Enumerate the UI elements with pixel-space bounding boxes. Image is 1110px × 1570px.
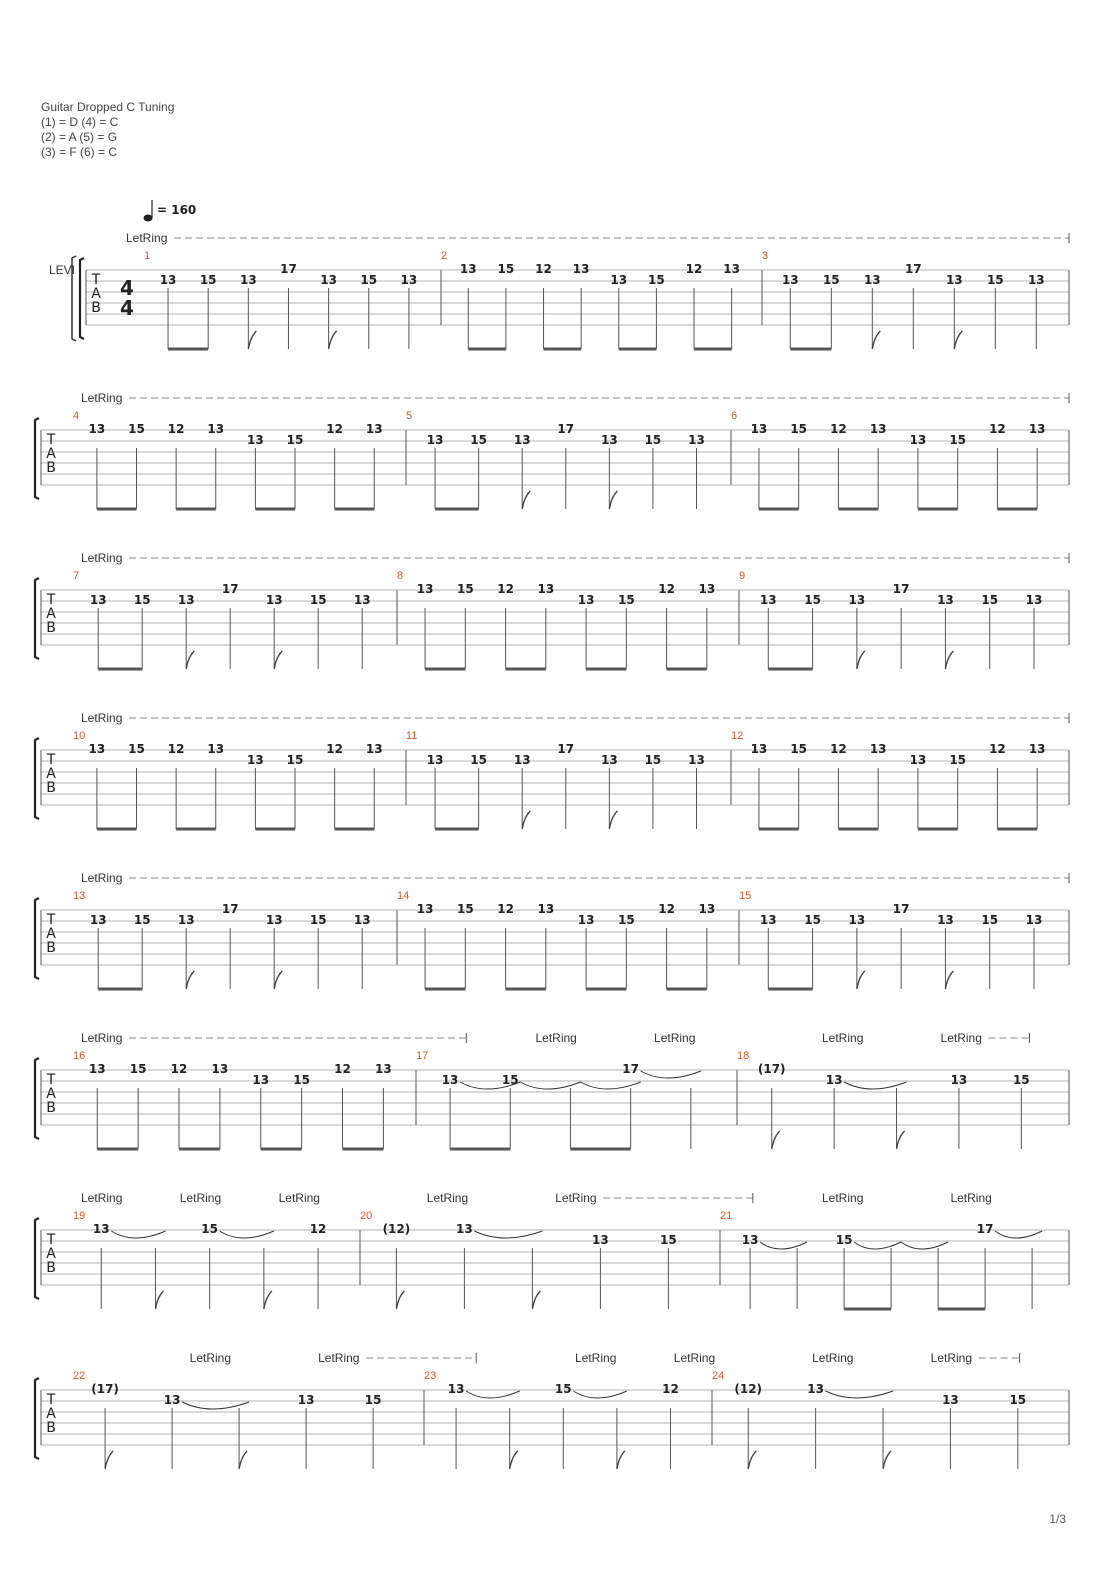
fret-number: 13 <box>297 1393 315 1407</box>
fret-number: 15 <box>470 433 487 447</box>
tie-arc <box>474 1231 542 1238</box>
measure-number: 5 <box>406 410 413 422</box>
fret-number: 15 <box>835 1233 853 1247</box>
fret-number: 17 <box>557 742 575 756</box>
fret-number: 15 <box>644 433 662 447</box>
tuning-line: (2) = A (5) = G <box>41 130 118 144</box>
fret-number: 12 <box>830 422 847 436</box>
fret-number: 15 <box>981 593 999 607</box>
fret-number: 15 <box>201 1222 219 1236</box>
fret-number: 13 <box>723 262 741 276</box>
measure-number: 15 <box>739 890 752 902</box>
measure-number: 18 <box>737 1050 750 1062</box>
fret-number: 15 <box>133 593 151 607</box>
fret-number: 15 <box>790 742 808 756</box>
system <box>35 1031 1069 1149</box>
fret-number: (17) <box>757 1062 786 1076</box>
tab-clef-letter: B <box>46 1260 56 1276</box>
tuning-title: Guitar Dropped C Tuning <box>41 100 175 114</box>
fret-number: 15 <box>1012 1073 1030 1087</box>
fret-number: 15 <box>497 262 515 276</box>
fret-number: 13 <box>937 913 954 927</box>
measure-number: 1 <box>144 250 151 262</box>
measure-number: 9 <box>739 570 746 582</box>
fret-number: 15 <box>949 753 967 767</box>
measure-number: 10 <box>73 730 86 742</box>
measure-number: 20 <box>360 1210 373 1222</box>
tab-clef-letter: T <box>46 912 56 928</box>
fret-number: 17 <box>904 262 922 276</box>
fret-number: 15 <box>648 273 665 287</box>
system <box>35 551 1069 669</box>
fret-number: 12 <box>989 742 1006 756</box>
fret-number: 15 <box>554 1382 572 1396</box>
tab-clef-letter: A <box>46 926 56 942</box>
system <box>35 1191 1069 1309</box>
fret-number: 15 <box>293 1073 310 1087</box>
fret-number: 13 <box>601 433 618 447</box>
measure-number: 8 <box>397 570 404 582</box>
fret-number: 15 <box>949 433 967 447</box>
system-bracket <box>35 1378 39 1459</box>
fret-number: 15 <box>129 1062 147 1076</box>
fret-number: 12 <box>167 742 185 756</box>
fret-number: 13 <box>781 273 799 287</box>
fret-number: 15 <box>644 753 662 767</box>
tie-arc <box>111 1231 165 1238</box>
tab-clef-letter: B <box>91 300 101 316</box>
let-ring-label: LetRing <box>179 1191 222 1205</box>
let-ring-label: LetRing <box>126 231 168 245</box>
fret-number: 15 <box>790 422 808 436</box>
fret-number: 13 <box>537 902 555 916</box>
let-ring-label: LetRing <box>81 391 123 405</box>
fret-number: 13 <box>88 1062 106 1076</box>
fret-number: 12 <box>497 902 514 916</box>
fret-number: 17 <box>221 902 239 916</box>
fret-number: 15 <box>364 1393 382 1407</box>
measure-number: 12 <box>731 730 744 742</box>
fret-number: 13 <box>252 1073 270 1087</box>
fret-number: 12 <box>989 422 1006 436</box>
fret-number: 13 <box>698 582 716 596</box>
eighth-flag <box>772 1131 780 1149</box>
eighth-flag <box>522 491 530 509</box>
fret-number: 12 <box>685 262 703 276</box>
fret-number: 17 <box>622 1062 640 1076</box>
fret-number: 15 <box>1009 1393 1027 1407</box>
fret-number: 13 <box>909 753 927 767</box>
tab-clef-letter: A <box>46 766 56 782</box>
eighth-flag <box>239 1451 247 1469</box>
fret-number: 17 <box>892 902 910 916</box>
fret-number: 13 <box>239 273 257 287</box>
tie-arc <box>573 1391 627 1398</box>
fret-number: 15 <box>199 273 217 287</box>
fret-number: 12 <box>830 742 847 756</box>
fret-number: 13 <box>89 593 107 607</box>
system <box>72 231 1069 349</box>
tie-arc <box>182 1402 249 1409</box>
fret-number: 13 <box>375 1062 392 1076</box>
let-ring-label: LetRing <box>822 1191 864 1205</box>
fret-number: 13 <box>459 262 477 276</box>
tab-clef-letter: T <box>46 1232 56 1248</box>
let-ring-label: LetRing <box>535 1031 577 1045</box>
let-ring-label: LetRing <box>555 1191 597 1205</box>
measure-number: 13 <box>73 890 86 902</box>
fret-number: 15 <box>501 1073 519 1087</box>
fret-number: 13 <box>207 422 225 436</box>
tie-arc <box>995 1231 1042 1238</box>
fret-number: 15 <box>286 753 304 767</box>
eighth-flag <box>274 651 282 669</box>
tie-arc <box>520 1082 580 1089</box>
system-bracket <box>80 258 84 339</box>
measure-number: 21 <box>720 1210 733 1222</box>
fret-number: 13 <box>211 1062 229 1076</box>
fret-number: 13 <box>698 902 716 916</box>
fret-number: 13 <box>688 753 705 767</box>
tie-arc <box>641 1071 701 1078</box>
tab-clef-letter: T <box>46 432 56 448</box>
eighth-flag <box>609 491 617 509</box>
let-ring-label: LetRing <box>81 1031 123 1045</box>
eighth-flag <box>945 651 953 669</box>
fret-number: 13 <box>207 742 225 756</box>
tie-arc <box>844 1082 906 1089</box>
fret-number: 13 <box>416 902 434 916</box>
fret-number: 13 <box>945 273 963 287</box>
measure-number: 6 <box>731 410 738 422</box>
fret-number: 17 <box>892 582 910 596</box>
fret-number: 17 <box>221 582 239 596</box>
fret-number: 13 <box>1028 422 1046 436</box>
fret-number: 13 <box>1027 273 1045 287</box>
let-ring-label: LetRing <box>81 551 123 565</box>
fret-number: 13 <box>426 753 444 767</box>
fret-number: 13 <box>177 593 195 607</box>
system <box>35 711 1069 829</box>
tab-clef-letter: T <box>46 752 56 768</box>
fret-number: 13 <box>807 1382 824 1396</box>
tie-arc <box>220 1231 274 1238</box>
fret-number: 13 <box>265 913 283 927</box>
fret-number: (12) <box>382 1222 411 1236</box>
eighth-flag <box>532 1291 540 1309</box>
fret-number: 13 <box>365 742 383 756</box>
fret-number: 15 <box>822 273 840 287</box>
fret-number: 13 <box>537 582 555 596</box>
eighth-flag <box>522 811 530 829</box>
fret-number: 12 <box>658 582 675 596</box>
eighth-flag <box>857 971 865 989</box>
fret-number: 13 <box>688 433 705 447</box>
fret-number: (17) <box>91 1382 119 1396</box>
let-ring-label: LetRing <box>812 1351 854 1365</box>
fret-number: 13 <box>456 1222 473 1236</box>
eighth-flag <box>329 331 337 349</box>
fret-number: 13 <box>750 422 768 436</box>
let-ring-label: LetRing <box>575 1351 617 1365</box>
system-bracket <box>35 738 39 819</box>
measure-number: 16 <box>73 1050 86 1062</box>
fret-number: 15 <box>660 1233 677 1247</box>
page-number: 1/3 <box>1049 1512 1066 1526</box>
fret-number: 13 <box>265 593 283 607</box>
fret-number: 13 <box>750 742 768 756</box>
let-ring-label: LetRing <box>189 1351 232 1365</box>
eighth-flag <box>396 1291 404 1309</box>
fret-number: 13 <box>88 422 106 436</box>
fret-number: 13 <box>247 753 264 767</box>
tempo-marking <box>144 200 197 222</box>
fret-number: 13 <box>909 433 927 447</box>
fret-number: 15 <box>617 913 635 927</box>
fret-number: 13 <box>92 1222 110 1236</box>
fret-number: 15 <box>309 593 327 607</box>
fret-number: 17 <box>976 1222 994 1236</box>
fret-number: 17 <box>280 262 297 276</box>
let-ring-label: LetRing <box>930 1351 973 1365</box>
let-ring-label: LetRing <box>940 1031 982 1045</box>
fret-number: 12 <box>497 582 514 596</box>
eighth-flag <box>248 331 256 349</box>
fret-number: 15 <box>456 582 474 596</box>
tab-clef-letter: T <box>46 592 56 608</box>
eighth-flag <box>274 971 282 989</box>
tie-arc <box>466 1391 520 1398</box>
fret-number: 13 <box>937 593 954 607</box>
tab-clef-letter: A <box>46 1406 56 1422</box>
tab-clef-letter: A <box>46 606 56 622</box>
quarter-note-icon <box>144 215 153 222</box>
eighth-flag <box>954 331 962 349</box>
fret-number: 15 <box>617 593 635 607</box>
eighth-flag <box>883 1451 891 1469</box>
fret-number: 13 <box>1025 913 1043 927</box>
eighth-flag <box>609 811 617 829</box>
fret-number: 13 <box>1028 742 1046 756</box>
fret-number: 13 <box>177 913 195 927</box>
let-ring-label: LetRing <box>950 1191 992 1205</box>
eighth-flag <box>748 1451 756 1469</box>
fret-number: 13 <box>741 1233 759 1247</box>
fret-number: 15 <box>128 422 145 436</box>
fret-number: 13 <box>863 273 881 287</box>
measure-number: 17 <box>416 1050 429 1062</box>
fret-number: 15 <box>360 273 378 287</box>
fret-number: 13 <box>447 1382 465 1396</box>
let-ring-label: LetRing <box>81 711 123 725</box>
measure-number: 23 <box>424 1370 437 1382</box>
system-bracket <box>35 1218 39 1299</box>
system <box>35 871 1069 989</box>
let-ring-label: LetRing <box>81 871 123 885</box>
fret-number: 13 <box>400 273 418 287</box>
fret-number: 13 <box>365 422 383 436</box>
fret-number: 13 <box>88 742 106 756</box>
fret-number: 12 <box>167 422 185 436</box>
fret-number: 13 <box>869 422 887 436</box>
let-ring-label: LetRing <box>822 1031 864 1045</box>
tab-clef-letter: B <box>46 460 56 476</box>
fret-number: 13 <box>353 913 371 927</box>
fret-number: 12 <box>326 422 343 436</box>
let-ring-label: LetRing <box>673 1351 716 1365</box>
fret-number: 12 <box>170 1062 188 1076</box>
fret-number: 13 <box>610 273 628 287</box>
fret-number: 17 <box>557 422 575 436</box>
fret-number: 13 <box>759 913 777 927</box>
tuning-line: (3) = F (6) = C <box>41 145 118 159</box>
fret-number: 15 <box>456 902 474 916</box>
measure-number: 4 <box>73 410 80 422</box>
eighth-flag <box>105 1451 113 1469</box>
fret-number: 13 <box>572 262 590 276</box>
eighth-flag <box>264 1291 272 1309</box>
measure-number: 19 <box>73 1210 86 1222</box>
fret-number: 15 <box>804 593 821 607</box>
measure-number: 3 <box>762 250 769 262</box>
fret-number: 13 <box>416 582 434 596</box>
fret-number: 13 <box>163 1393 181 1407</box>
fret-number: 13 <box>513 433 531 447</box>
let-ring-label: LetRing <box>278 1191 320 1205</box>
system-bracket <box>35 898 39 979</box>
fret-number: 15 <box>286 433 304 447</box>
tab-clef-letter: A <box>46 1246 56 1262</box>
fret-number: (12) <box>734 1382 763 1396</box>
fret-number: 13 <box>848 913 866 927</box>
eighth-flag <box>897 1131 905 1149</box>
measure-number: 7 <box>73 570 80 582</box>
system-bracket <box>35 578 39 659</box>
fret-number: 13 <box>441 1073 459 1087</box>
fret-number: 12 <box>662 1382 679 1396</box>
tab-clef-letter: A <box>46 1086 56 1102</box>
let-ring-label: LetRing <box>81 1191 123 1205</box>
system-bracket <box>35 418 39 499</box>
tie-arc <box>760 1242 807 1249</box>
eighth-flag <box>155 1291 163 1309</box>
fret-number: 13 <box>89 913 107 927</box>
system <box>35 391 1069 509</box>
measure-number: 24 <box>712 1370 725 1382</box>
fret-number: 13 <box>950 1073 968 1087</box>
tab-clef-letter: B <box>46 1420 56 1436</box>
eighth-flag <box>872 331 880 349</box>
let-ring-label: LetRing <box>426 1191 469 1205</box>
fret-number: 13 <box>848 593 866 607</box>
tab-clef-letter: T <box>46 1392 56 1408</box>
fret-number: 13 <box>577 913 595 927</box>
fret-number: 13 <box>1025 593 1043 607</box>
eighth-flag <box>186 971 194 989</box>
tab-clef-letter: T <box>91 272 101 288</box>
let-ring-label: LetRing <box>318 1351 360 1365</box>
eighth-flag <box>186 651 194 669</box>
measure-number: 22 <box>73 1370 86 1382</box>
fret-number: 15 <box>133 913 151 927</box>
fret-number: 12 <box>309 1222 327 1236</box>
tie-arc <box>580 1082 640 1089</box>
fret-number: 15 <box>986 273 1004 287</box>
tuning-line: (1) = D (4) = C <box>41 115 119 129</box>
tie-arc <box>901 1242 948 1249</box>
time-signature-bottom: 4 <box>120 296 134 320</box>
measure-number: 11 <box>406 730 418 742</box>
eighth-flag <box>857 651 865 669</box>
tempo-text: = 160 <box>157 203 197 217</box>
fret-number: 13 <box>759 593 777 607</box>
let-ring-label: LetRing <box>654 1031 696 1045</box>
tab-clef-letter: B <box>46 780 56 796</box>
fret-number: 13 <box>159 273 177 287</box>
fret-number: 12 <box>326 742 343 756</box>
fret-number: 13 <box>513 753 531 767</box>
fret-number: 13 <box>320 273 337 287</box>
fret-number: 13 <box>825 1073 843 1087</box>
tab-clef-letter: T <box>46 1072 56 1088</box>
fret-number: 13 <box>592 1233 609 1247</box>
eighth-flag <box>945 971 953 989</box>
fret-number: 15 <box>128 742 145 756</box>
tab-clef-letter: A <box>46 446 56 462</box>
fret-number: 12 <box>658 902 675 916</box>
fret-number: 12 <box>334 1062 351 1076</box>
time-signature-top: 4 <box>120 276 134 300</box>
fret-number: 13 <box>247 433 264 447</box>
tie-arc <box>854 1242 901 1249</box>
measure-number: 14 <box>397 890 410 902</box>
tab-clef-letter: A <box>91 286 101 302</box>
tie-arc <box>826 1391 893 1398</box>
fret-number: 13 <box>601 753 618 767</box>
fret-number: 15 <box>804 913 821 927</box>
fret-number: 15 <box>470 753 487 767</box>
tab-clef-letter: B <box>46 940 56 956</box>
eighth-flag <box>617 1451 625 1469</box>
system <box>35 1351 1069 1469</box>
fret-number: 15 <box>309 913 327 927</box>
fret-number: 13 <box>942 1393 959 1407</box>
eighth-flag <box>510 1451 518 1469</box>
system-bracket <box>35 1058 39 1139</box>
fret-number: 12 <box>535 262 552 276</box>
fret-number: 15 <box>981 913 999 927</box>
tab-clef-letter: B <box>46 620 56 636</box>
fret-number: 13 <box>353 593 371 607</box>
fret-number: 13 <box>577 593 595 607</box>
measure-number: 2 <box>441 250 448 262</box>
tab-clef-letter: B <box>46 1100 56 1116</box>
fret-number: 13 <box>426 433 444 447</box>
track-name: LEVI <box>49 263 76 277</box>
fret-number: 13 <box>869 742 887 756</box>
